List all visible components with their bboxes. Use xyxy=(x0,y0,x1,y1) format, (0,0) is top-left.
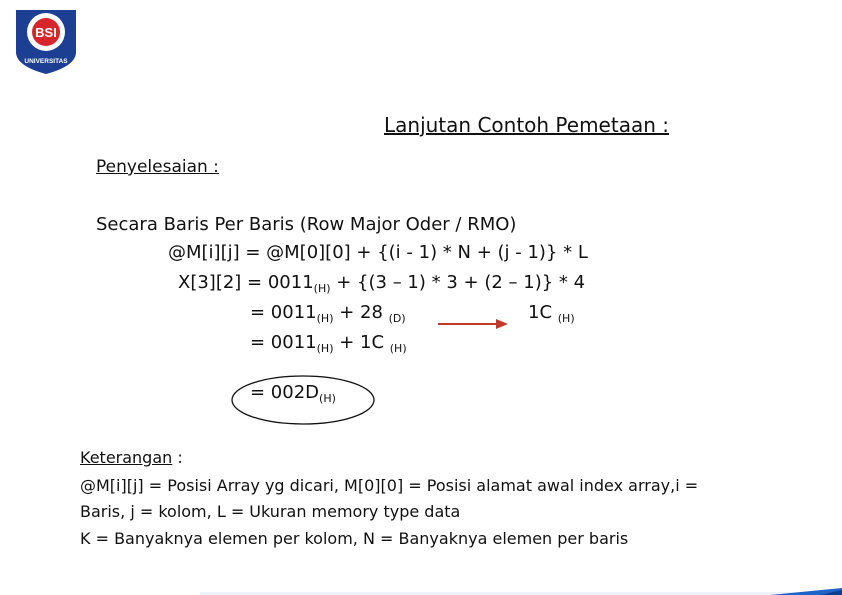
step-2-sub-1: (H) xyxy=(316,312,334,325)
step-3-sub-1: (H) xyxy=(316,342,334,355)
step-1-lhs: X[3][2] = 0011 xyxy=(178,272,314,293)
conversion-value: 1C xyxy=(528,302,558,323)
step-3-a: = 0011 xyxy=(250,332,317,353)
final-result-value: = 002D xyxy=(250,382,320,403)
notes-heading xyxy=(80,448,183,467)
step-2 xyxy=(250,302,406,325)
step-1-sub: (H) xyxy=(313,282,331,295)
step-1 xyxy=(178,272,585,295)
notes-heading-colon: : xyxy=(172,448,183,467)
step-2-a: = 0011 xyxy=(250,302,317,323)
conversion-arrow-icon xyxy=(438,316,508,332)
notes-heading-label: Keterangan xyxy=(80,448,173,467)
conversion-sub: (H) xyxy=(557,312,575,325)
step-2-b: + 28 xyxy=(333,302,389,323)
method-line: Secara Baris Per Baris (Row Major Oder / RMO) xyxy=(96,214,517,235)
subheading: Penyelesaian : xyxy=(96,157,219,177)
notes-line-3: K = Banyaknya elemen per kolom, N = Banyaknya elemen per baris xyxy=(80,529,629,548)
formula-line: @M[i][j] = @M[0][0] + {(i - 1) * N + (j - 1)} * L xyxy=(168,242,588,263)
step-2-sub-2: (D) xyxy=(388,312,406,325)
final-result xyxy=(250,382,336,405)
university-logo xyxy=(12,8,80,76)
final-result-sub: (H) xyxy=(319,392,336,405)
slide-title: Lanjutan Contoh Pemetaan : xyxy=(384,113,669,137)
step-3-b: + 1C xyxy=(333,332,390,353)
bottom-decor-bar xyxy=(0,588,842,595)
svg-text:BSI: BSI xyxy=(35,25,57,40)
step-3 xyxy=(250,332,407,355)
notes-line-1: @M[i][j] = Posisi Array yg dicari, M[0][0] = Posisi alamat awal index array,i = xyxy=(80,476,699,495)
step-3-sub-2: (H) xyxy=(389,342,407,355)
step-1-rhs: + {(3 – 1) * 3 + (2 – 1)} * 4 xyxy=(330,272,586,293)
logo-banner-text: UNIVERSITAS xyxy=(24,58,68,65)
conversion-result xyxy=(528,302,575,325)
notes-line-2: Baris, j = kolom, L = Ukuran memory type data xyxy=(80,502,461,521)
